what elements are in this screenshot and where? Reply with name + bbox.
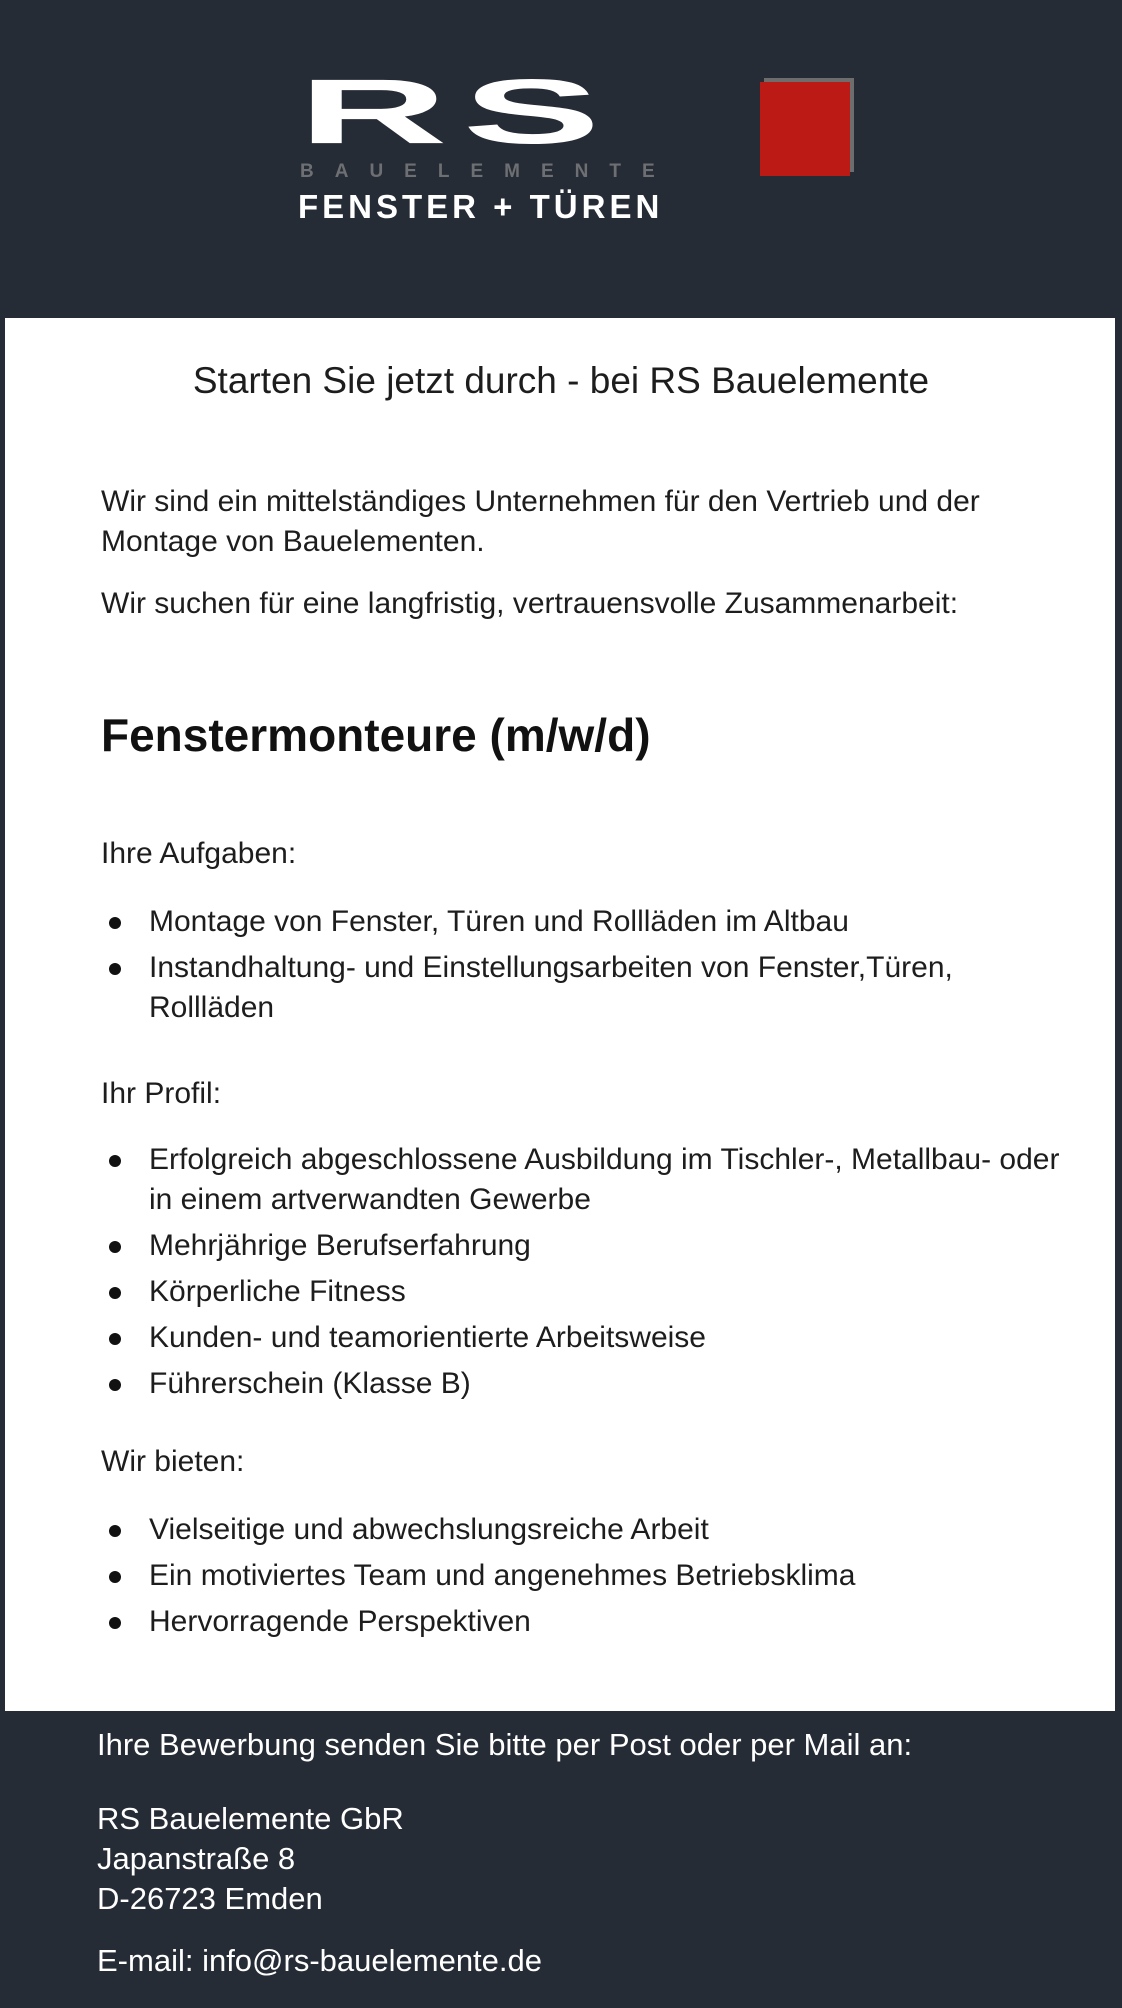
email-address: E-mail: info@rs-bauelemente.de	[97, 1943, 543, 1978]
list-item: Vielseitige und abwechslungsreiche Arbeit	[101, 1510, 1081, 1550]
company-name: RS Bauelemente GbR	[97, 1801, 404, 1836]
offer-label: Wir bieten:	[101, 1445, 245, 1478]
tasks-label: Ihre Aufgaben:	[101, 837, 297, 870]
list-item: Instandhaltung- und Einstellungsarbeiten von Fenster,Türen, Rollläden	[101, 948, 1081, 1028]
tasks-list	[101, 902, 1081, 1034]
logo-subline: BAUELEMENTE	[300, 162, 676, 181]
offer-list	[101, 1510, 1081, 1648]
logo-red-square	[760, 82, 850, 176]
list-item: Montage von Fenster, Türen und Rollläden im Altbau	[101, 902, 1081, 942]
list-item: Erfolgreich abgeschlossene Ausbildung im Tischler-, Metallbau- oder in einem artverwandten Gewerbe	[101, 1140, 1081, 1220]
logo-letters: RS	[298, 60, 616, 163]
street-address: Japanstraße 8	[97, 1841, 296, 1876]
logo-tagline: FENSTER + TÜREN	[298, 188, 664, 225]
job-title: Fenstermonteure (m/w/d)	[101, 709, 651, 761]
list-item: Hervorragende Perspektiven	[101, 1602, 1081, 1642]
list-item: Ein motiviertes Team und angenehmes Betriebsklima	[101, 1556, 1081, 1596]
list-item: Körperliche Fitness	[101, 1272, 1081, 1312]
contact-footer	[0, 1711, 1122, 2008]
list-item: Führerschein (Klasse B)	[101, 1364, 1081, 1404]
header-banner	[0, 0, 1122, 318]
headline: Starten Sie jetzt durch - bei RS Bauelemente	[192, 360, 930, 401]
list-item: Mehrjährige Berufserfahrung	[101, 1226, 1081, 1266]
intro-paragraph-1: Wir sind ein mittelständiges Unternehmen für den Vertrieb und der Montage von Bauelementen.	[101, 485, 980, 558]
application-cta: Ihre Bewerbung senden Sie bitte per Post oder per Mail an:	[97, 1727, 913, 1762]
city-address: D-26723 Emden	[97, 1881, 323, 1916]
company-logo	[298, 60, 858, 230]
profile-list	[101, 1140, 1081, 1410]
job-ad-card	[5, 318, 1115, 1711]
list-item: Kunden- und teamorientierte Arbeitsweise	[101, 1318, 1081, 1358]
intro-paragraph-2: Wir suchen für eine langfristig, vertrauensvolle Zusammenarbeit:	[101, 587, 959, 620]
profile-label: Ihr Profil:	[101, 1077, 222, 1110]
